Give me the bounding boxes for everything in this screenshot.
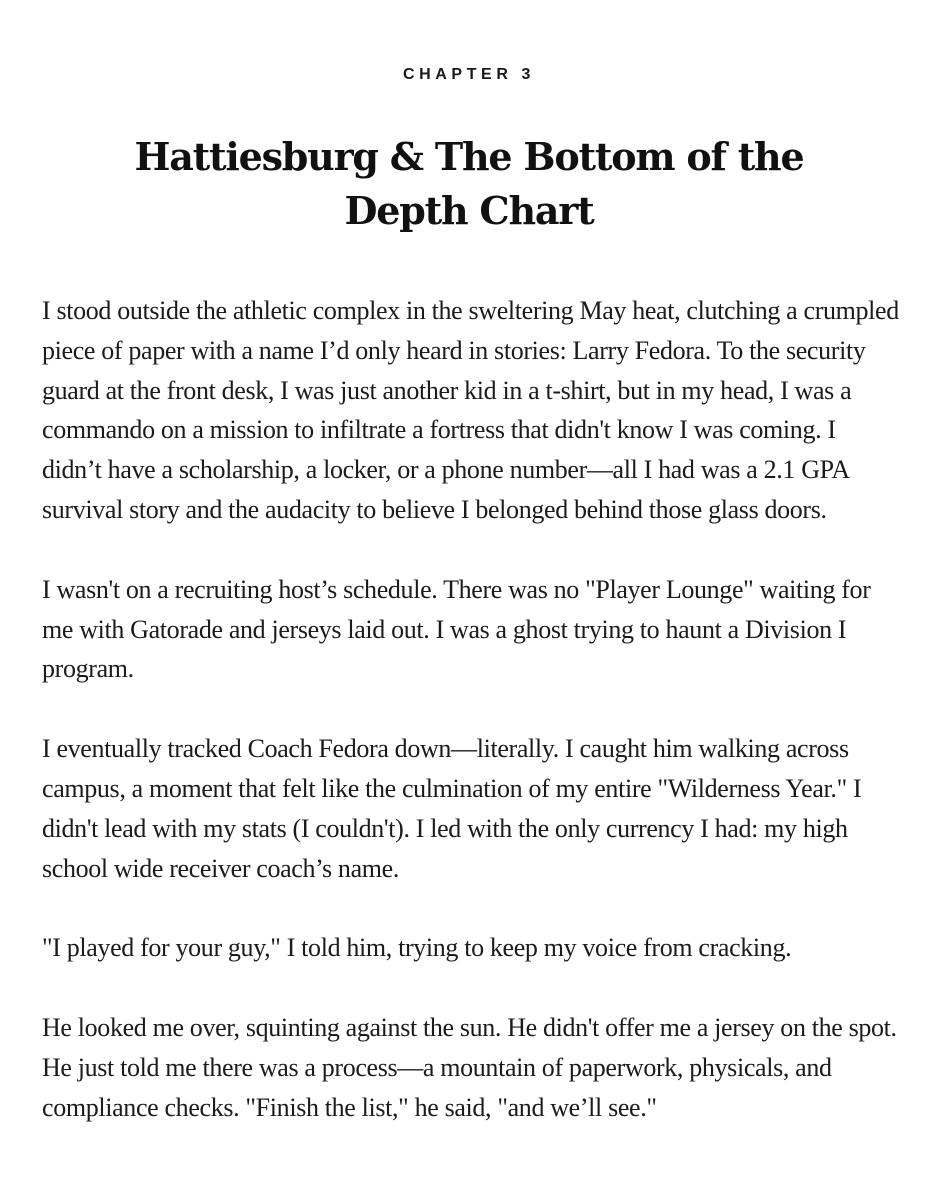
paragraph: I wasn't on a recruiting host’s schedule. There was no "Player Lounge" waiting for me with Gatorade and jerseys laid out. I was a ghost trying to haunt a Division I program. [42, 574, 871, 684]
paragraph: I eventually tracked Coach Fedora down—literally. I caught him walking across campus, a moment that felt like the culmination of my entire "Wilderness Year." I didn't lead with my stats (I couldn't). I led with the only currency I had: my high school wide receiver coach’s name. [42, 734, 862, 883]
paragraph: I stood outside the athletic complex in the sweltering May heat, clutching a crumpled piece of paper with a name I’d only heard in stories: Larry Fedora. To the security guard at the front desk, I was just another kid in a t-shirt, but in my head, I was a commando on a mission to infiltrate a fortress that didn't know I was coming. I didn’t have a scholarship, a locker, or a phone number—all I had was a 2.1 GPA survival story and the audacity to believe I belonged behind those glass doors. [42, 296, 899, 524]
paragraph: "I played for your guy," I told him, trying to keep my voice from cracking. [42, 933, 792, 963]
chapter-body [42, 291, 900, 1168]
paragraph: He looked me over, squinting against the sun. He didn't offer me a jersey on the spot. He just told me there was a process—a mountain of paperwork, physicals, and compliance checks. "Finish the list," he said, "and we’ll see." [42, 1013, 897, 1122]
chapter-label: CHAPTER 3 [402, 66, 536, 83]
chapter-title: Hattiesburg & The Bottom of the Depth Chart [134, 134, 804, 233]
